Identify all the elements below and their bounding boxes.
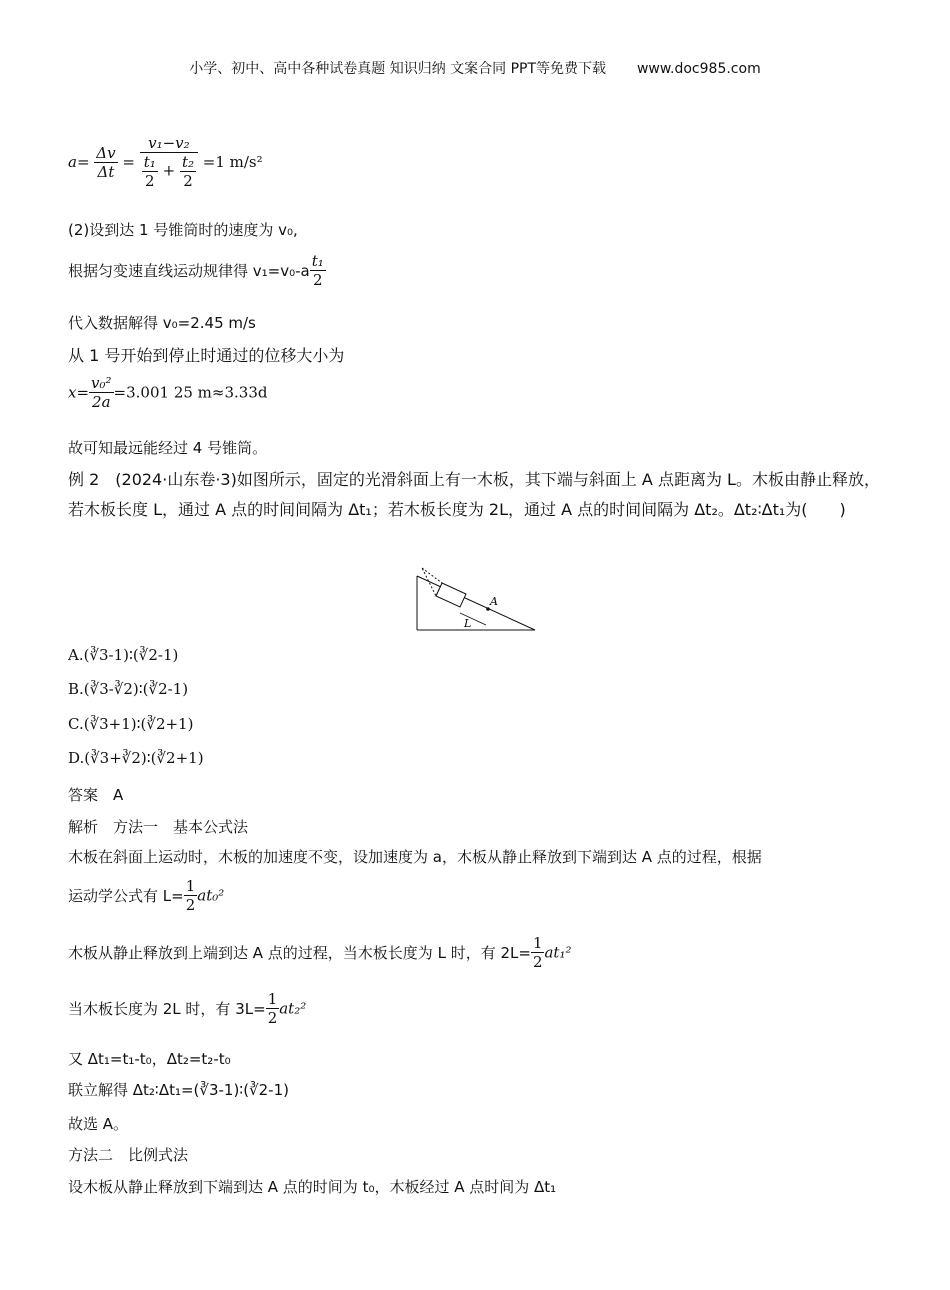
analysis-p1: 木板在斜面上运动时，木板的加速度不变，设加速度为 a，木板从静止释放到下端到达 A 点的过程，根据 [68, 848, 762, 866]
option-d[interactable]: D.(∛3+∛2)∶(∛2+1) [68, 749, 204, 767]
analysis-p3: 木板从静止释放到上端到达 A 点的过程，当木板长度为 L 时，有 2L= $\frac{1}{2}$ at₁² [68, 934, 572, 971]
eq-a: a= [68, 153, 90, 171]
equation-acceleration: a= $\frac{\Delta v}{\Delta t}$ = v₁−v₂ $\frac{\text{t₁}}{2}$ + $\frac{\text{t₂}}{2}$ =1 m/s² [68, 134, 263, 190]
analysis-p6: 联立解得 Δt₂∶Δt₁=(∛3-1)∶(∛2-1) [68, 1081, 289, 1099]
option-a[interactable]: A.(∛3-1)∶(∛2-1) [68, 646, 179, 664]
option-b[interactable]: B.(∛3-∛2)∶(∛2-1) [68, 680, 189, 698]
line-v0: 代入数据解得 v₀=2.45 m/s [68, 314, 256, 332]
analysis-p9: 设木板从静止释放到下端到达 A 点的时间为 t₀，木板经过 A 点时间为 Δt₁ [68, 1178, 557, 1196]
incline-figure [410, 565, 540, 635]
option-c[interactable]: C.(∛3+1)∶(∛2+1) [68, 715, 194, 733]
header-text: 小学、初中、高中各种试卷真题 知识归纳 文案合同 PPT等免费下载 [189, 61, 607, 77]
equation-x: x= $\frac{\text{v₀²}}{2a}$ =3.001 25 m≈3.33d [68, 374, 268, 411]
label-l: L [464, 617, 472, 630]
frac-dv-dt: $\frac{\Delta v}{\Delta t}$ [96, 143, 116, 181]
example-2-question: 例 2 (2024·山东卷·3)如图所示，固定的光滑斜面上有一木板，其下端与斜面上 A 点距离为 L。木板由静止释放，若木板长度 L，通过 A 点的时间间隔为 Δt₁；若木板长度为 2L，通过 A 点的时间间隔为 Δt₂。Δt₂∶Δt₁为( ) [68, 470, 880, 519]
frac-v-t: v₁−v₂ $\frac{\text{t₁}}{2}$ + $\frac{\text{t₂}}{2}$ [140, 134, 198, 190]
page-header [0, 58, 950, 78]
answer: 答案 A [68, 786, 124, 804]
line-formula-v1: 根据匀变速直线运动规律得 v₁=v₀-a $\frac{\text{t₁}}{2}$ [68, 252, 324, 289]
analysis-p5: 又 Δt₁=t₁-t₀，Δt₂=t₂-t₀ [68, 1050, 231, 1068]
analysis-p4: 当木板长度为 2L 时，有 3L= $\frac{1}{2}$ at₂² [68, 990, 307, 1027]
analysis-method2: 方法二 比例式法 [68, 1146, 189, 1164]
line-conclusion: 故可知最远能经过 4 号锥筒。 [68, 439, 268, 457]
line-part2: (2)设到达 1 号锥筒时的速度为 v₀, [68, 221, 298, 239]
analysis-method1: 解析 方法一 基本公式法 [68, 818, 249, 836]
incline-slope [417, 576, 535, 630]
analysis-p2: 运动学公式有 L= $\frac{1}{2}$ at₀² [68, 877, 225, 914]
analysis-p7: 故选 A。 [68, 1115, 129, 1133]
header-url[interactable]: www.doc985.com [636, 61, 761, 77]
label-a: A [490, 595, 498, 608]
line-displacement: 从 1 号开始到停止时通过的位移大小为 [68, 346, 345, 365]
